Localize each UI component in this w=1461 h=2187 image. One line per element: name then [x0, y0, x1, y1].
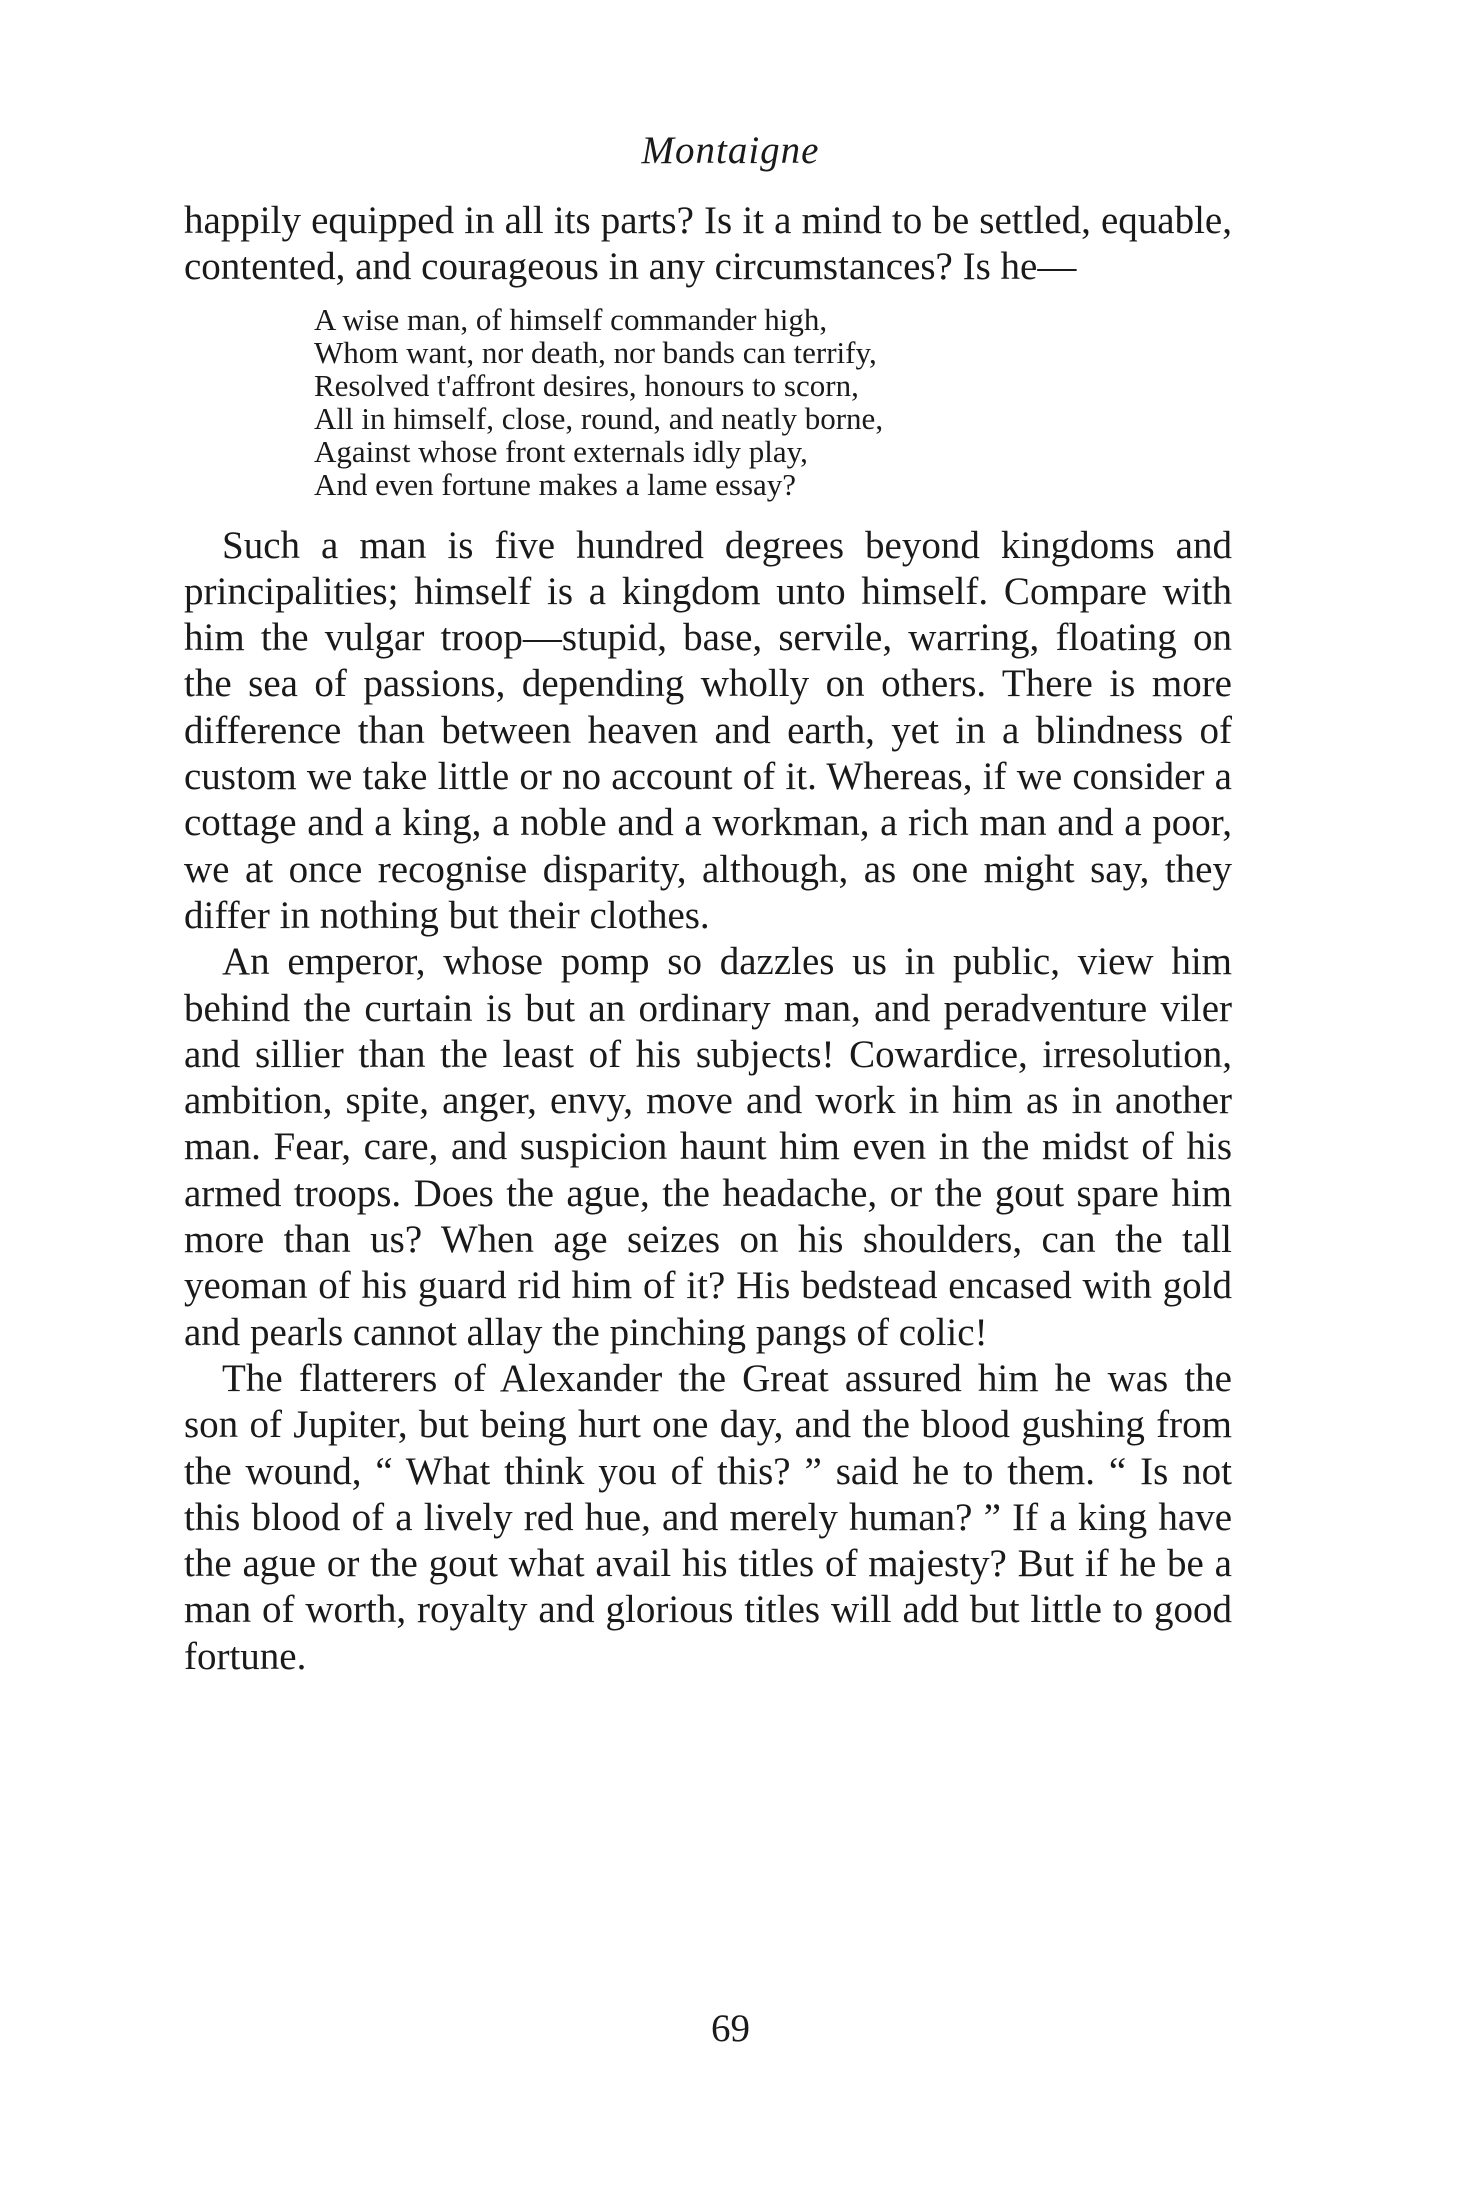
page-number: 69 [711, 2007, 750, 2050]
paragraph-emperor: An emperor, whose pomp so dazzles us in public, view him behind the curtain is but an ordinary man, and peradventure viler and sillier than the least of his subjects! Cowardice, irresolution, ambition, spite, anger, envy, move and work in him as in another man. Fear, care, and suspicion haunt him even in the midst of his armed troops. Does the ague, the headache, or the gout spare him more than us? When age seizes on his shoulders, can the tall yeoman of his guard rid him of it? His bedstead encased with gold and pearls cannot allay the pinching pangs of colic! [184, 940, 1232, 1354]
verse-line: Against whose front externals idly play, [314, 433, 808, 469]
paragraph-such-a-man: Such a man is five hundred degrees beyond kingdoms and principalities; himself is a kingdom unto himself. Compare with him the vulgar troop—stupid, base, servile, warring, floating on the sea of passions, depending wholly on others. There is more difference than between heaven and earth, yet in a blindness of custom we take little or no account of it. Whereas, if we consider a cottage and a king, a noble and a workman, a rich man and a poor, we at once recognise disparity, although, as one might say, they differ in nothing but their clothes. [184, 523, 1232, 937]
verse-line: Resolved t'affront desires, honours to scorn, [314, 367, 859, 403]
verse-line: A wise man, of himself commander high, [314, 301, 828, 337]
verse-line: Whom want, nor death, nor bands can terrify, [314, 334, 877, 370]
running-head: Montaigne [641, 129, 820, 172]
paragraph-alexander: The flatterers of Alexander the Great assured him he was the son of Jupiter, but being hurt one day, and the blood gushing from the wound, “ What think you of this? ” said he to them. “ Is not this blood of a lively red hue, and merely human? ” If a king have the ague or the gout what avail his titles of majesty? But if he be a man of worth, royalty and glorious titles will add but little to good fortune. [184, 1356, 1232, 1678]
body-text [184, 198, 1232, 1680]
verse-line: And even fortune makes a lame essay? [314, 466, 797, 502]
opening-paragraph: happily equipped in all its parts? Is it a mind to be settled, equable, contented, and courageous in any circumstances? Is he— [184, 199, 1232, 289]
verse-line: All in himself, close, round, and neatly borne, [314, 400, 884, 436]
verse-quotation [184, 303, 1232, 501]
